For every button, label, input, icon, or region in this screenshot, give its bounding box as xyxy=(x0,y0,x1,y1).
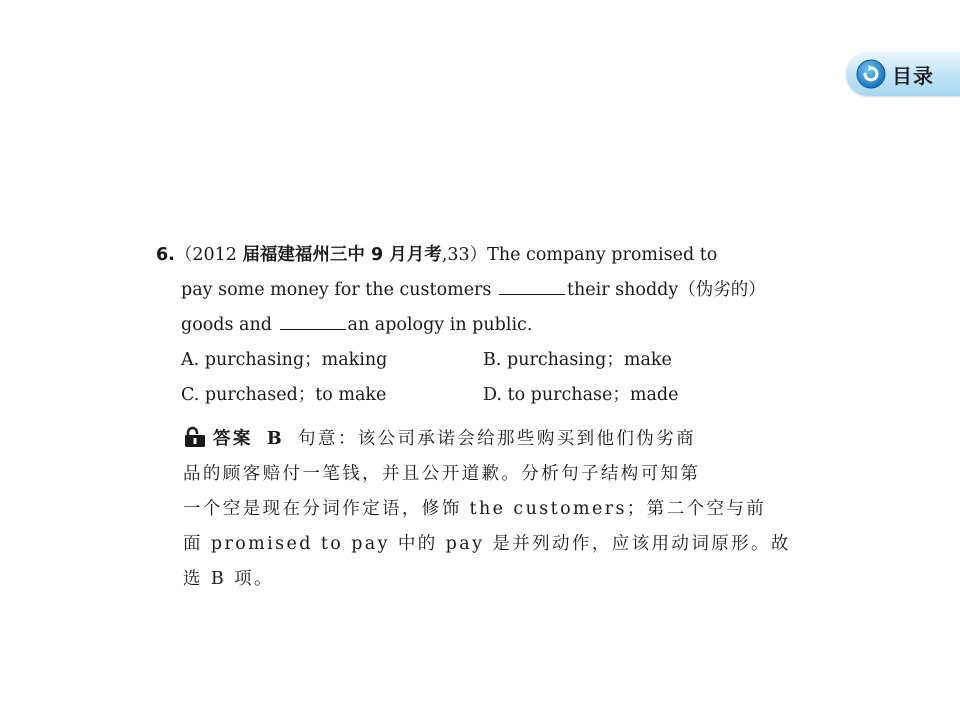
question-text-3b: an apology in public. xyxy=(347,315,533,335)
question-text-1: The company promised to xyxy=(487,245,718,265)
question-source-open: （2012 xyxy=(174,245,243,265)
blank-1 xyxy=(499,274,565,295)
question-line-3 xyxy=(156,308,804,343)
option-a: A. purchasing；making xyxy=(181,350,388,370)
answer-line-5: 选 B 项。 xyxy=(183,569,274,589)
question-text-2a: pay some money for the customers xyxy=(181,280,492,300)
answer-label: 答案 xyxy=(213,429,253,449)
refresh-icon xyxy=(856,59,886,89)
question-text-2b: their shoddy（伪劣的） xyxy=(566,280,766,300)
answer-letter: B xyxy=(266,429,285,449)
options-row-1 xyxy=(156,343,804,378)
answer-text-1: 句意：该公司承诺会给那些购买到他们伪劣商 xyxy=(298,429,697,449)
answer-line-3: 一个空是现在分词作定语，修饰 the customers；第二个空与前 xyxy=(183,499,767,519)
option-d: D. to purchase；made xyxy=(483,385,679,405)
options-row-2 xyxy=(156,378,804,413)
question-number: 6. xyxy=(156,245,175,265)
answer-block xyxy=(183,422,805,597)
question-block xyxy=(156,238,804,413)
option-b: B. purchasing；make xyxy=(483,350,672,370)
answer-line-4: 面 promised to pay 中的 pay 是并列动作，应该用动词原形。故 xyxy=(183,534,791,554)
answer-line-1 xyxy=(183,422,805,457)
question-text-3a: goods and xyxy=(181,315,272,335)
toc-label: 目录 xyxy=(892,63,934,88)
answer-line-2: 品的顾客赔付一笔钱，并且公开道歉。分析句子结构可知第 xyxy=(183,464,701,484)
question-source-close: ,33） xyxy=(441,245,488,265)
blank-2 xyxy=(280,309,346,330)
question-source: 届福建福州三中 9 月月考 xyxy=(242,245,442,265)
question-line-1 xyxy=(156,238,804,273)
option-c: C. purchased；to make xyxy=(181,385,387,405)
toc-button[interactable] xyxy=(846,52,960,96)
unlock-icon xyxy=(183,426,207,448)
question-line-2 xyxy=(156,273,804,308)
